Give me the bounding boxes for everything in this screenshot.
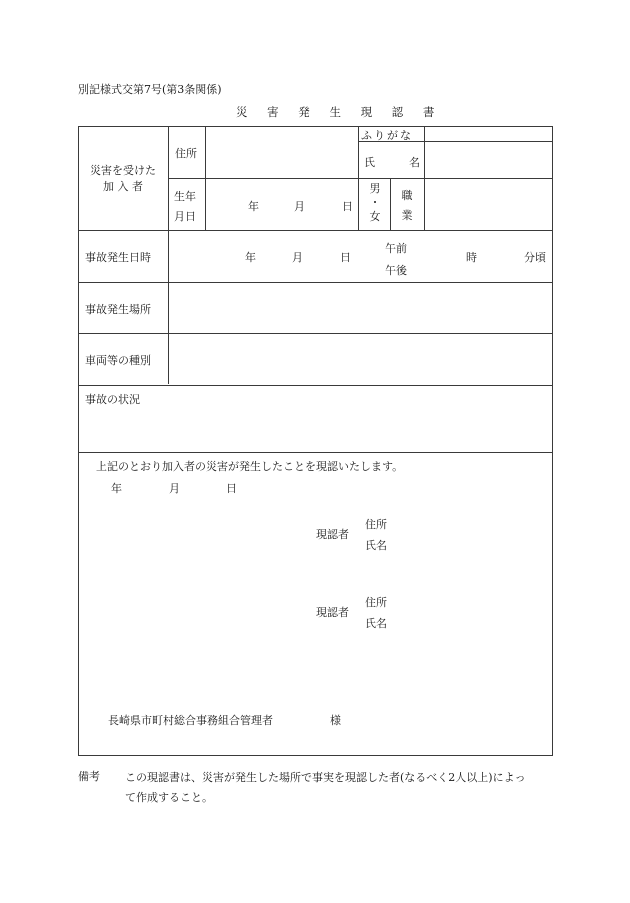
dob-label-1: 生年 [174, 190, 196, 203]
vehicle-type-field[interactable] [170, 335, 551, 384]
sex-separator: ・ [369, 196, 381, 209]
job-label-1: 職 [401, 189, 413, 202]
document-title: 災 害 発 生 現 認 書 [236, 105, 443, 119]
victim-address-label: 住所 [175, 147, 197, 160]
witness-1-field[interactable] [395, 512, 545, 554]
dob-year-unit: 年 [248, 200, 259, 213]
remarks-text-line1: この現認書は、災害が発生した場所で事実を現認した者(なるべく2人以上)によっ [125, 771, 526, 784]
name-label-second: 名 [409, 156, 420, 169]
certification-statement: 上記のとおり加入者の災害が発生したことを現認いたします。 [96, 460, 404, 473]
victim-name-field[interactable] [425, 142, 551, 177]
accident-situation-field[interactable] [80, 406, 551, 451]
job-label-2: 業 [401, 209, 413, 222]
accident-year-unit: 年 [245, 251, 256, 264]
am-option[interactable]: 午前 [385, 242, 407, 255]
job-field[interactable] [425, 179, 551, 229]
form-reference: 別記様式交第7号(第3条関係) [78, 83, 222, 96]
sex-female[interactable]: 女 [369, 210, 381, 223]
cert-year-unit: 年 [111, 482, 122, 495]
cert-month-unit: 月 [169, 482, 180, 495]
dob-month-unit: 月 [294, 200, 305, 213]
accident-month-unit: 月 [292, 251, 303, 264]
accident-situation-label: 事故の状況 [85, 393, 140, 406]
witness-2-label: 現認者 [316, 606, 349, 619]
accident-datetime-label: 事故発生日時 [85, 251, 151, 264]
accident-hour-unit: 時 [466, 251, 477, 264]
victim-label-sub: 加 入 者 [103, 180, 143, 193]
vehicle-type-label: 車両等の種別 [85, 354, 151, 367]
cert-day-unit: 日 [226, 482, 237, 495]
furigana-field[interactable] [425, 127, 551, 140]
witness-1-name-label: 氏名 [365, 539, 387, 552]
pm-option[interactable]: 午後 [385, 264, 407, 277]
sex-male[interactable]: 男 [369, 182, 381, 195]
dob-day-unit: 日 [342, 200, 353, 213]
remarks-label: 備考 [78, 770, 100, 783]
accident-day-unit: 日 [340, 251, 351, 264]
witness-1-address-label: 住所 [365, 518, 387, 531]
addressee: 長崎県市町村総合事務組合管理者 [108, 714, 273, 727]
remarks-text-line2: て作成すること。 [125, 791, 213, 804]
victim-address-field[interactable] [206, 128, 357, 177]
witness-1-label: 現認者 [316, 528, 349, 541]
dob-label-2: 月日 [174, 210, 196, 223]
witness-2-field[interactable] [395, 590, 545, 632]
honorific: 様 [330, 714, 341, 727]
name-label-first: 氏 [364, 156, 375, 169]
furigana-label: ふりがな [361, 129, 413, 142]
accident-minute-unit: 分頃 [524, 251, 546, 264]
witness-2-name-label: 氏名 [365, 617, 387, 630]
victim-label: 災害を受けた [90, 164, 156, 177]
witness-2-address-label: 住所 [365, 596, 387, 609]
accident-place-label: 事故発生場所 [85, 303, 151, 316]
accident-place-field[interactable] [170, 284, 551, 332]
